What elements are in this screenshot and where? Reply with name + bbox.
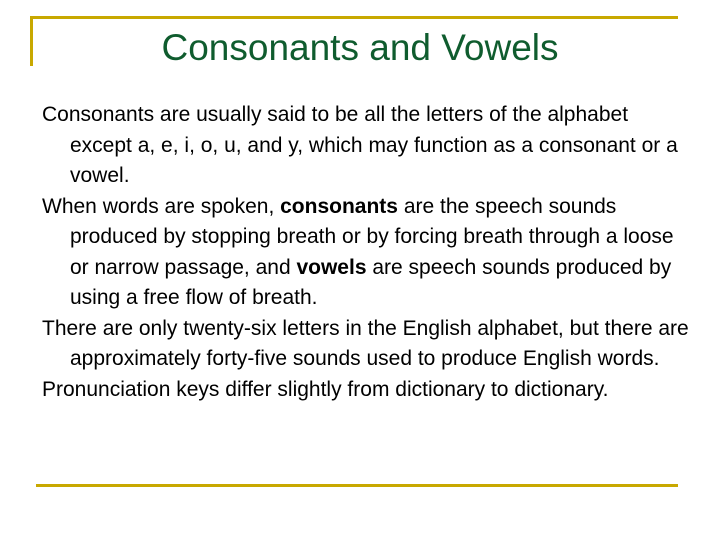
slide-title: Consonants and Vowels	[161, 27, 559, 68]
top-accent-rule	[30, 16, 678, 19]
paragraph-text-segment: When words are spoken,	[42, 194, 281, 218]
term-vowels: vowels	[296, 255, 367, 279]
bottom-accent-rule	[36, 484, 678, 487]
slide-body	[42, 100, 692, 405]
paragraph-text-segment: are speech sounds produced by using a free flow of breath.	[70, 255, 672, 309]
paragraph-text-segment: are the speech sounds produced by stopping breath or by forcing breath through a loose or narrow passage, and	[70, 194, 674, 279]
paragraph-consonants-definition: Consonants are usually said to be all the letters of the alphabet except a, e, i, o, u, and y, which may function as a consonant or a vowel.	[42, 103, 678, 187]
term-consonants: consonants	[280, 194, 398, 218]
paragraph-letters-vs-sounds: There are only twenty-six letters in the English alphabet, but there are approximately forty-five sounds used to produce English words.	[42, 316, 689, 370]
paragraph-pronunciation-keys: Pronunciation keys differ slightly from dictionary to dictionary.	[42, 377, 609, 401]
paragraph-speech-sounds	[42, 192, 692, 314]
